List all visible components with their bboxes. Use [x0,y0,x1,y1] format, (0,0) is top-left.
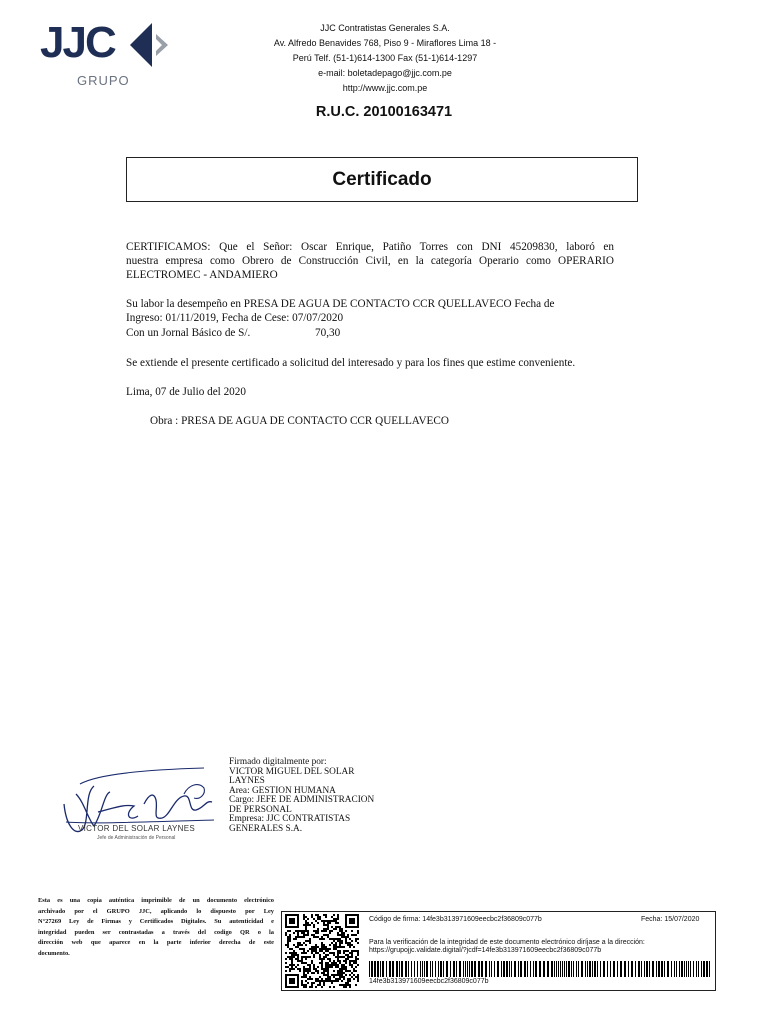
place-date: Lima, 07 de Julio del 2020 [126,386,246,398]
document-title: Certificado [126,157,638,202]
signature-caption-name: VICTOR DEL SOLAR LAYNES [78,824,196,833]
paragraph-certify [126,240,614,282]
signature-date: Fecha: 15/07/2020 [641,916,700,923]
digital-signature-info [229,758,429,834]
barcode-text: 14fe3b313971609eecbc2f36809c077b [369,978,489,985]
legal-notice [38,896,274,960]
company-phone: Perú Telf. (51-1)614-1300 Fax (51-1)614-1297 [292,53,478,63]
jornal-label: Con un Jornal Básico de S/. [126,327,251,339]
paragraph-line: nuestra empresa como Obrero de Construcción Civil, en la categoría Operario como OPERARIO [126,255,614,267]
signed-line: Cargo: JEFE DE ADMINISTRACION [229,795,375,805]
jornal-value: 70,30 [315,327,341,339]
company-email: e-mail: boletadepago@jjc.com.pe [318,68,452,78]
signed-line: DE PERSONAL [229,804,292,815]
paragraph-purpose [126,356,608,370]
signature-code: Código de firma: 14fe3b313971609eecbc2f36809c077b [369,916,542,923]
legal-line: documento. [38,949,70,957]
company-website: http://www.jjc.com.pe [342,83,428,93]
legal-line: dirección web que aparece en la parte inferior derecha de este [38,939,274,947]
paragraph-line: ELECTROMEC - ANDAMIERO [126,269,278,281]
company-name: JJC Contratistas Generales S.A. [320,23,450,33]
signature-caption-role: Jefe de Administración de Personal [97,835,176,841]
signed-line: Area: GESTION HUMANA [229,785,336,796]
obra-line: Obra : PRESA DE AGUA DE CONTACTO CCR QUELLAVECO [150,415,449,427]
signed-line: LAYNES [229,776,265,786]
company-address: Av. Alfredo Benavides 768, Piso 9 - Miraflores Lima 18 - [273,38,497,48]
paragraph-line: Su labor la desempeño en PRESA DE AGUA DE CONTACTO CCR QUELLAVECO Fecha de [126,298,555,310]
company-logo: JJC [40,18,115,67]
logo-arrow-icon [128,22,174,68]
company-info [240,21,530,96]
signed-line: GENERALES S.A. [229,823,303,834]
paragraph-line: CERTIFICAMOS: Que el Señor: Oscar Enrique, Patiño Torres con DNI 45209830, laboró en [126,241,614,253]
verify-instruction: Para la verificación de la integridad de este documento electrónico diríjase a la dirección: [369,939,645,946]
legal-line: integridad pueden ser contrastadas a través del codigo QR o la [38,928,274,936]
signed-line: VICTOR MIGUEL DEL SOLAR [229,766,355,777]
legal-line: Esta es una copia auténtica imprimible de un documento electrónico [38,897,274,904]
legal-line: N°27269 Ley de Firmas y Certificados Digitales. Su autenticidad e [38,918,274,926]
barcode [369,961,710,977]
logo-subtitle: GRUPO [77,73,130,88]
verify-url[interactable]: https://grupojjc.validate.digital/?jcdf=14fe3b313971609eecbc2f36809c077b [369,947,602,954]
paragraph-line: Ingreso: 01/11/2019, Fecha de Cese: 07/07/2020 [126,312,344,324]
signed-line: Firmado digitalmente por: [229,757,327,767]
ruc-number: R.U.C. 20100163471 [315,104,453,120]
paragraph-line: Se extiende el presente certificado a solicitud del interesado y para los fines que estime conveniente. [126,357,576,369]
legal-line: archivado por el GRUPO JJC, aplicando lo dispuesto por Ley [38,907,274,915]
signed-line: Empresa: JJC CONTRATISTAS [229,814,351,824]
qr-code[interactable] [285,914,359,988]
paragraph-work [126,297,555,325]
